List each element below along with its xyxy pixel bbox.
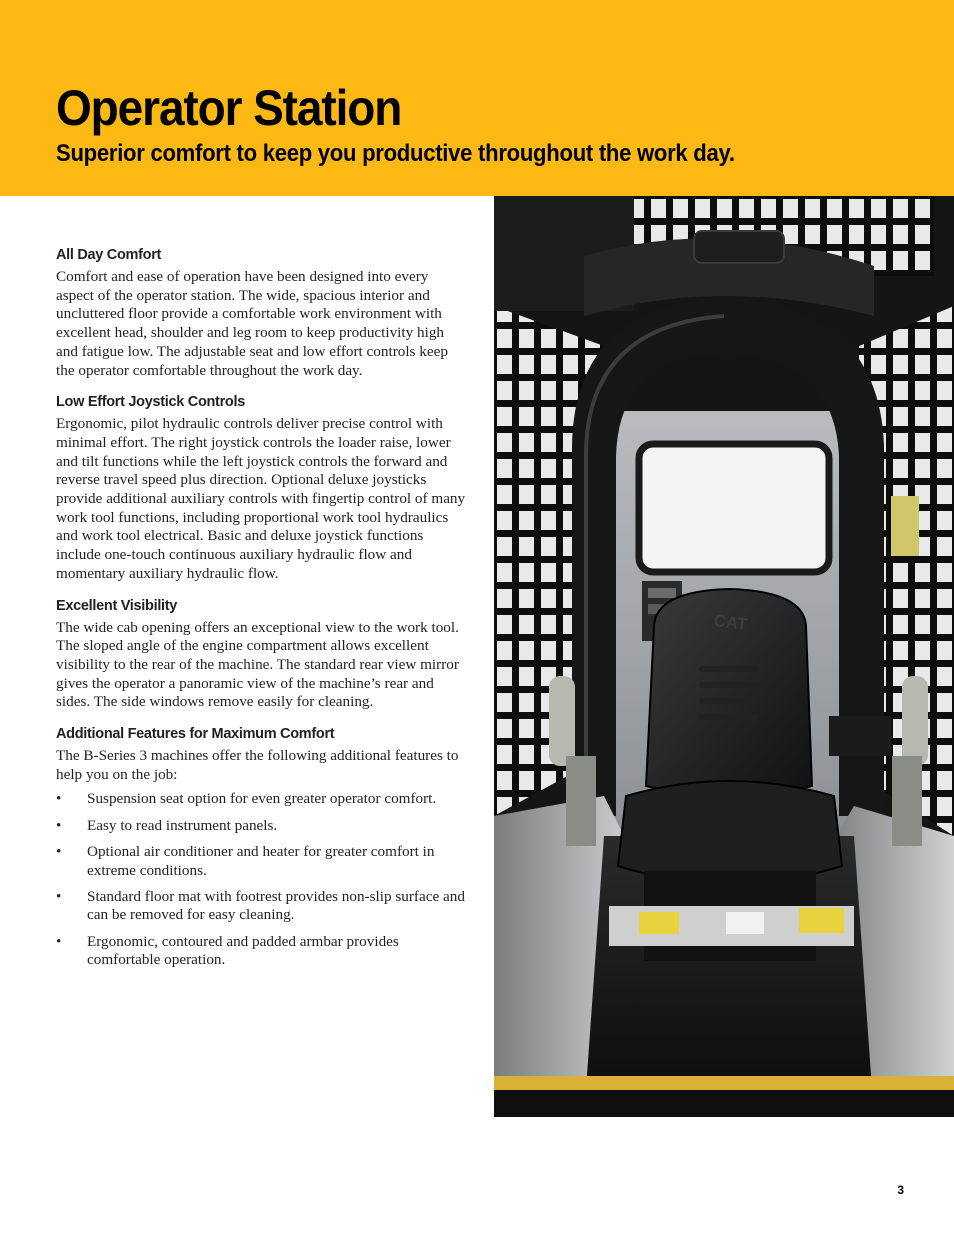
list-item-text: Easy to read instrument panels.	[87, 816, 278, 834]
section-heading: Excellent Visibility	[56, 597, 178, 614]
bullet-icon: •	[56, 790, 62, 808]
operator-cab-photo	[494, 196, 954, 1117]
header-band	[0, 0, 954, 196]
feature-list	[56, 790, 466, 970]
section-joystick-controls	[56, 392, 466, 583]
section-body: The wide cab opening offers an exceptional view to the work tool. The sloped angle of the engine compartment allows excellent visibility to the rear of the machine. The standard rear view mirror gives the operator a panoramic view of the machine’s rear and sides. The side windows remove easily for cleaning.	[56, 618, 459, 711]
bullet-icon: •	[56, 816, 62, 834]
section-heading: All Day Comfort	[56, 247, 162, 263]
section-additional-features	[56, 724, 466, 970]
list-item	[56, 843, 466, 880]
list-item-text: Standard floor mat with footrest provides non-slip surface and can be removed for easy cleaning.	[87, 887, 465, 924]
body-text-column	[56, 245, 466, 978]
section-body: Comfort and ease of operation have been designed into every aspect of the operator station. The wide, spacious interior and uncluttered floor provide a comfortable work environment with excellent head, shoulder and leg room to keep productivity high and fatigue low. The adjustable seat and low effort controls keep the operator comfortable throughout the work day.	[56, 268, 448, 379]
bullet-icon: •	[56, 842, 62, 860]
section-heading: Additional Features for Maximum Comfort	[56, 726, 335, 743]
page-subtitle: Superior comfort to keep you productive throughout the work day.	[56, 140, 735, 167]
list-item-text: Suspension seat option for even greater operator comfort.	[87, 790, 437, 808]
list-item	[56, 790, 466, 809]
list-item	[56, 817, 466, 836]
seat-logo: CAT	[712, 610, 749, 635]
section-body: The B-Series 3 machines offer the following additional features to help you on the job:	[56, 747, 459, 783]
section-body: Ergonomic, pilot hydraulic controls deliver precise control with minimal effort. The right joystick controls the loader raise, lower and tilt functions while the left joystick controls the forward and reverse travel speed plus direction. Optional deluxe joysticks provide additional auxiliary controls with fingertip control of many work tool functions, including proportional work tool hydraulics and work tool electrical. Basic and deluxe joystick functions include one-touch continuous auxiliary hydraulic flow and momentary auxiliary hydraulic flow.	[56, 415, 466, 582]
list-item-text: Ergonomic, contoured and padded armbar provides comfortable operation.	[87, 932, 399, 969]
list-item-text: Optional air conditioner and heater for greater comfort in extreme conditions.	[87, 842, 435, 879]
list-item	[56, 888, 466, 925]
list-item	[56, 933, 466, 970]
section-visibility	[56, 596, 466, 713]
section-heading: Low Effort Joystick Controls	[56, 394, 245, 411]
bullet-icon: •	[56, 932, 62, 950]
page-number: 3	[897, 1183, 904, 1197]
page-title: Operator Station	[56, 80, 402, 136]
section-all-day-comfort	[56, 245, 466, 380]
bullet-icon: •	[56, 887, 62, 905]
